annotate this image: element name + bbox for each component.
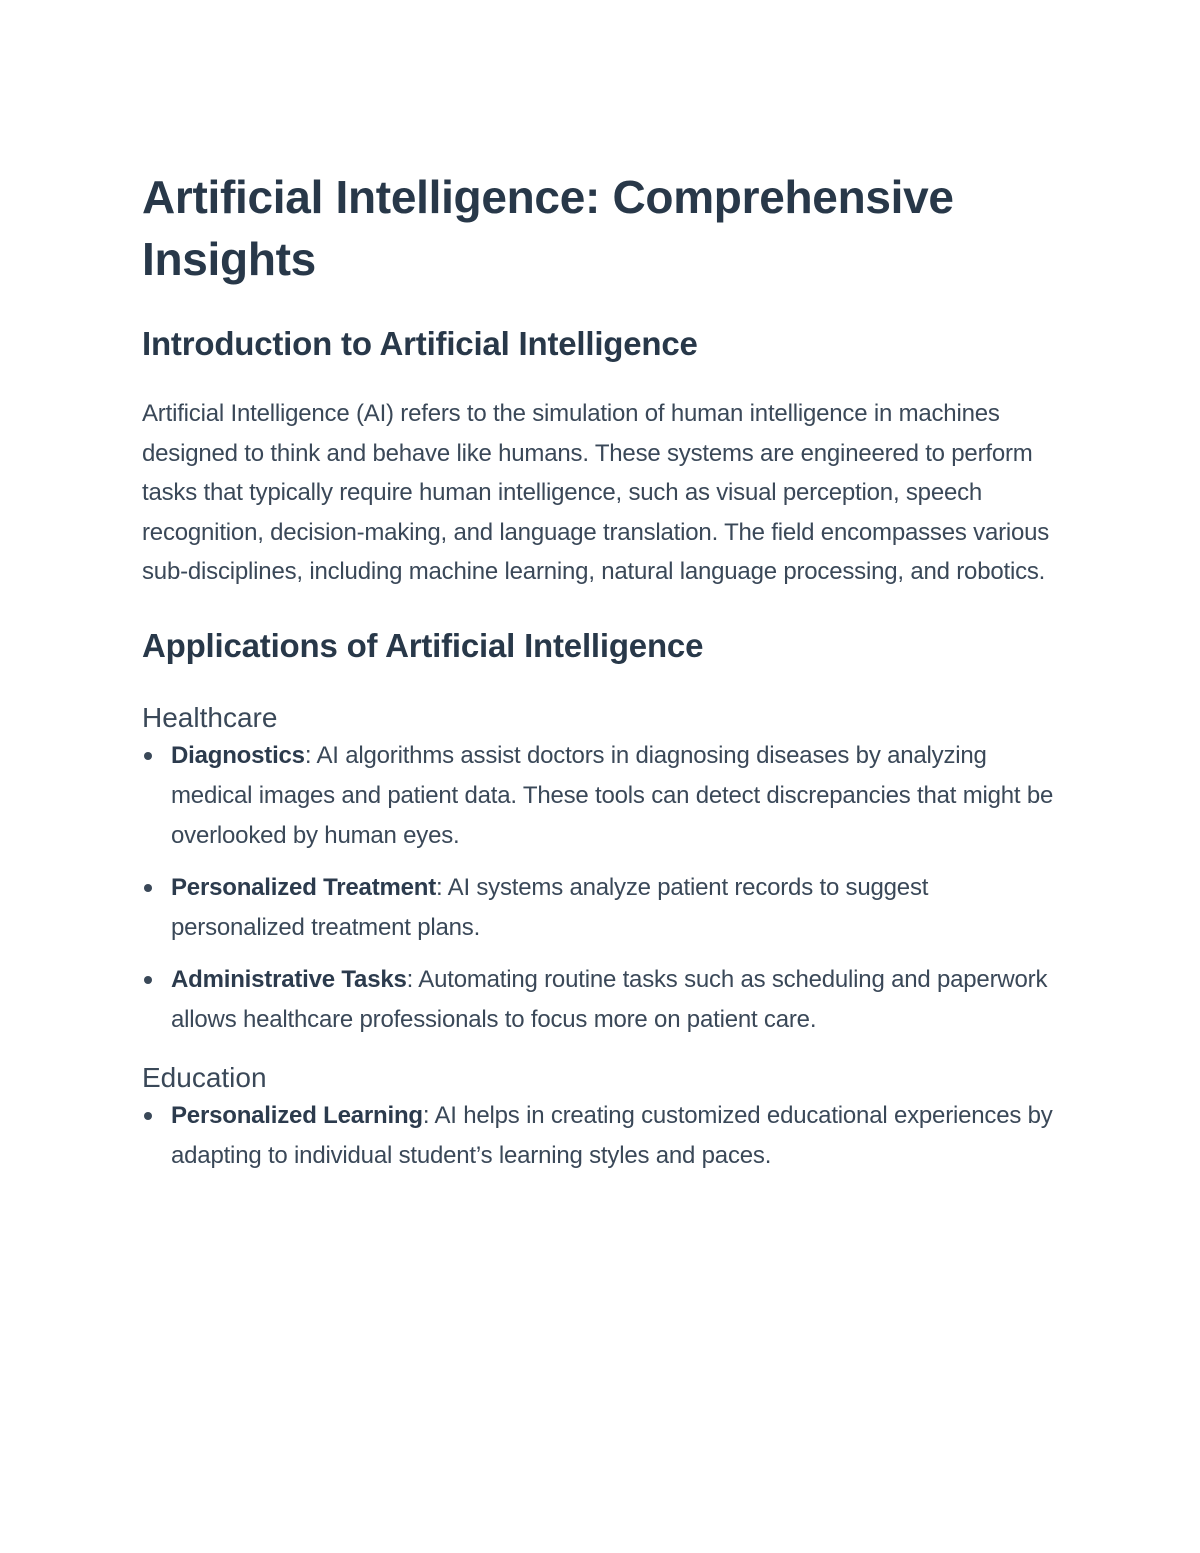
item-term: Personalized Learning <box>171 1101 423 1129</box>
item-text: : AI helps in creating customized educational experiences by adapting to individual student’s learning styles and paces. <box>171 1101 1053 1169</box>
item-text: : AI algorithms assist doctors in diagnosing diseases by analyzing medical images and patient data. These tools can detect discrepancies that might be overlooked by human eyes. <box>171 741 1054 849</box>
item-term: Diagnostics <box>171 741 305 769</box>
item-term: Personalized Treatment <box>171 873 437 901</box>
document-title: Artificial Intelligence: Comprehensive Insights <box>142 171 954 285</box>
item-text: : AI systems analyze patient records to suggest personalized treatment plans. <box>171 873 929 941</box>
education-heading: Education <box>142 1061 267 1093</box>
intro-heading: Introduction to Artificial Intelligence <box>142 325 698 362</box>
list-item <box>142 960 1067 1040</box>
healthcare-heading: Healthcare <box>142 701 278 733</box>
bullet-icon <box>144 1112 152 1120</box>
list-item <box>142 736 1067 856</box>
education-list <box>142 1096 1067 1176</box>
list-item <box>142 1096 1067 1176</box>
bullet-icon <box>144 884 152 892</box>
bullet-icon <box>144 976 152 984</box>
list-item <box>142 868 1067 948</box>
item-term: Administrative Tasks <box>171 965 407 993</box>
applications-heading: Applications of Artificial Intelligence <box>142 626 704 664</box>
item-text: : Automating routine tasks such as scheduling and paperwork allows healthcare professionals to focus more on patient care. <box>171 965 1048 1033</box>
document-page <box>142 166 1067 1188</box>
intro-paragraph: Artificial Intelligence (AI) refers to the simulation of human intelligence in machines designed to think and behave like humans. These systems are engineered to perform tasks that typically require human intelligence, such as visual perception, speech recognition, decision-making, and language translation. The field encompasses various sub-disciplines, including machine learning, natural language processing, and robotics. <box>142 400 1050 586</box>
bullet-icon <box>144 752 152 760</box>
healthcare-list <box>142 736 1067 1040</box>
